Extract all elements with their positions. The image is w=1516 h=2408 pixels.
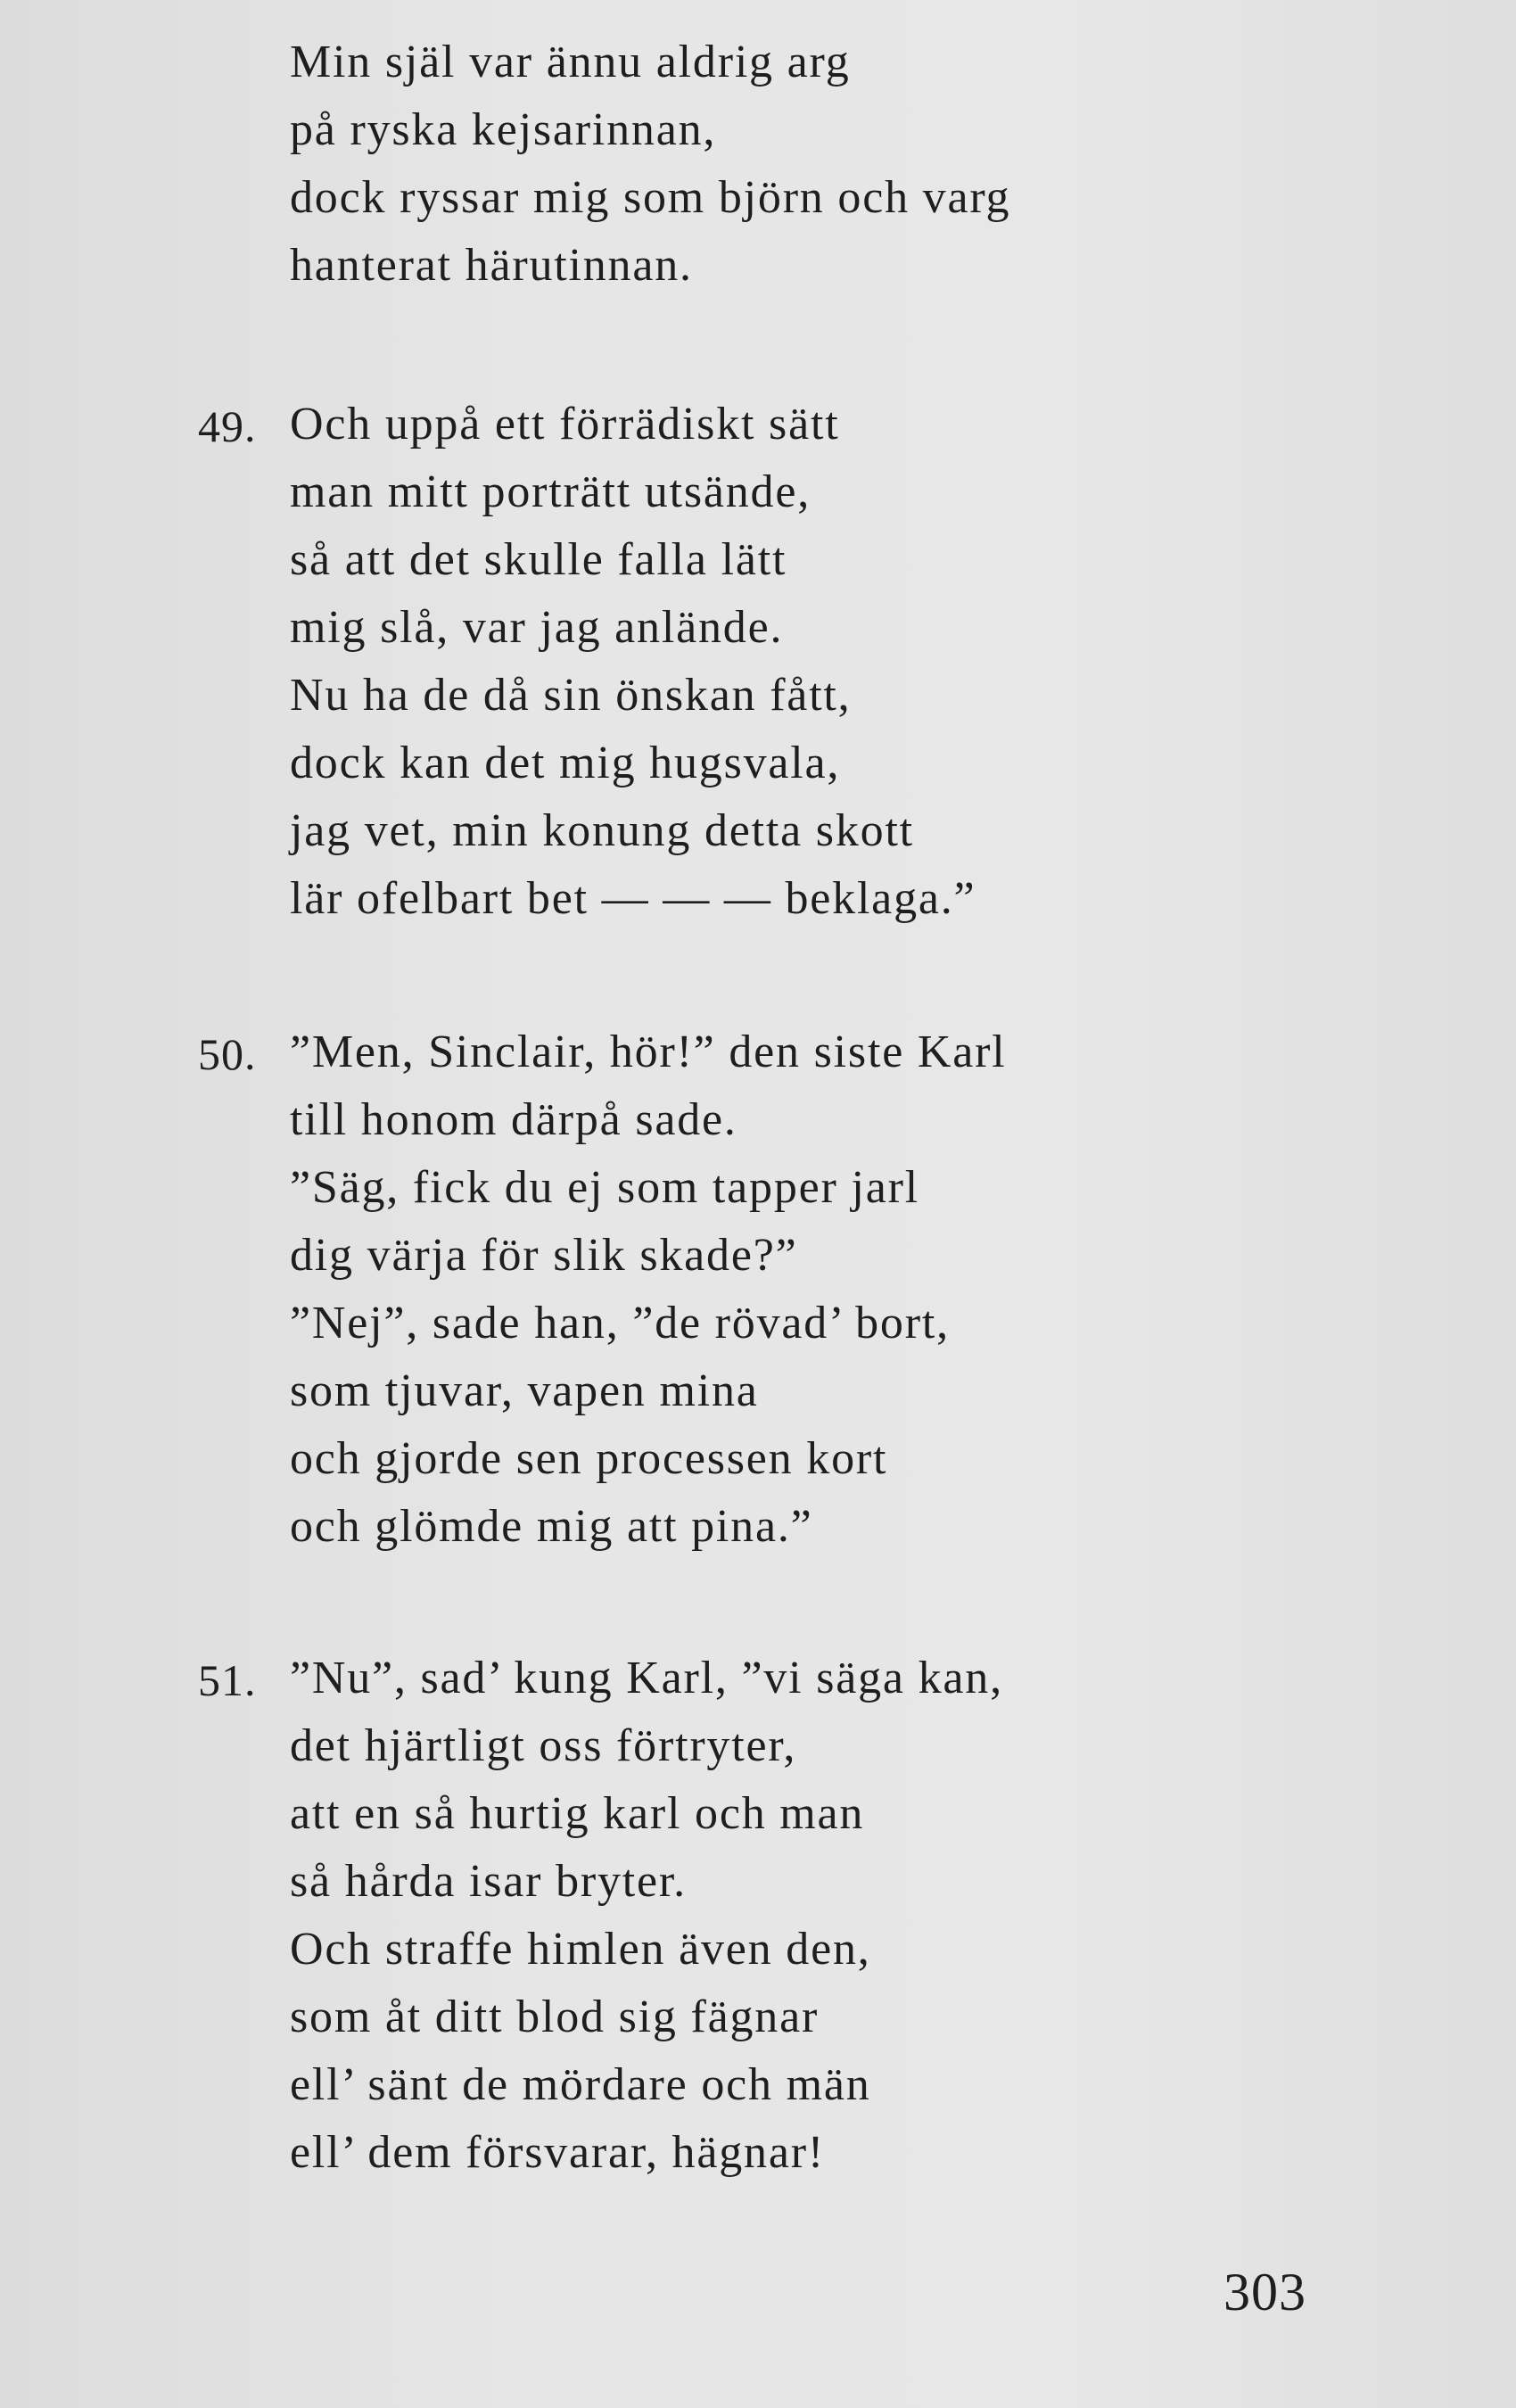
verse-line: på ryska kejsarinnan, — [290, 104, 717, 155]
page-number: 303 — [1224, 2263, 1306, 2321]
stanza-number: 50. — [198, 1029, 257, 1079]
verse-line: Och straffe himlen även den, — [290, 1924, 871, 1975]
verse-line: ell’ sänt de mördare och män — [290, 2059, 871, 2110]
verse-line: mig slå, var jag anlände. — [290, 602, 784, 653]
stanza-number: 49. — [198, 401, 257, 451]
verse-line: till honom därpå sade. — [290, 1094, 737, 1145]
stanza-number: 51. — [198, 1655, 257, 1705]
verse-line: ell’ dem försvarar, hägnar! — [290, 2127, 825, 2178]
verse-line: och gjorde sen processen kort — [290, 1433, 888, 1484]
verse-line: så hårda isar bryter. — [290, 1856, 687, 1907]
verse-line: dock kan det mig hugsvala, — [290, 738, 841, 788]
verse-line: Och uppå ett förrädiskt sätt — [290, 399, 840, 449]
verse-line: dock ryssar mig som björn och varg — [290, 172, 1011, 223]
verse-line: lär ofelbart bet — — — beklaga.” — [290, 873, 976, 924]
verse-line: och glömde mig att pina.” — [290, 1501, 813, 1552]
verse-line: Nu ha de då sin önskan fått, — [290, 670, 852, 721]
verse-line: ”Säg, fick du ej som tapper jarl — [290, 1162, 919, 1213]
verse-line: ”Nu”, sad’ kung Karl, ”vi säga kan, — [290, 1653, 1003, 1703]
verse-line: man mitt porträtt utsände, — [290, 466, 812, 517]
verse-line: som tjuvar, vapen mina — [290, 1365, 759, 1416]
verse-line: ”Men, Sinclair, hör!” den siste Karl — [290, 1027, 1007, 1077]
verse-line: hanterat härutinnan. — [290, 240, 693, 291]
verse-line: så att det skulle falla lätt — [290, 534, 787, 585]
verse-line: som åt ditt blod sig fägnar — [290, 1992, 820, 2042]
verse-line: jag vet, min konung detta skott — [290, 805, 914, 856]
verse-line: Min själ var ännu aldrig arg — [290, 37, 851, 87]
verse-line: ”Nej”, sade han, ”de rövad’ bort, — [290, 1298, 950, 1348]
verse-line: att en så hurtig karl och man — [290, 1788, 865, 1839]
verse-line: dig värja för slik skade?” — [290, 1230, 798, 1281]
verse-line: det hjärtligt oss förtryter, — [290, 1720, 797, 1771]
